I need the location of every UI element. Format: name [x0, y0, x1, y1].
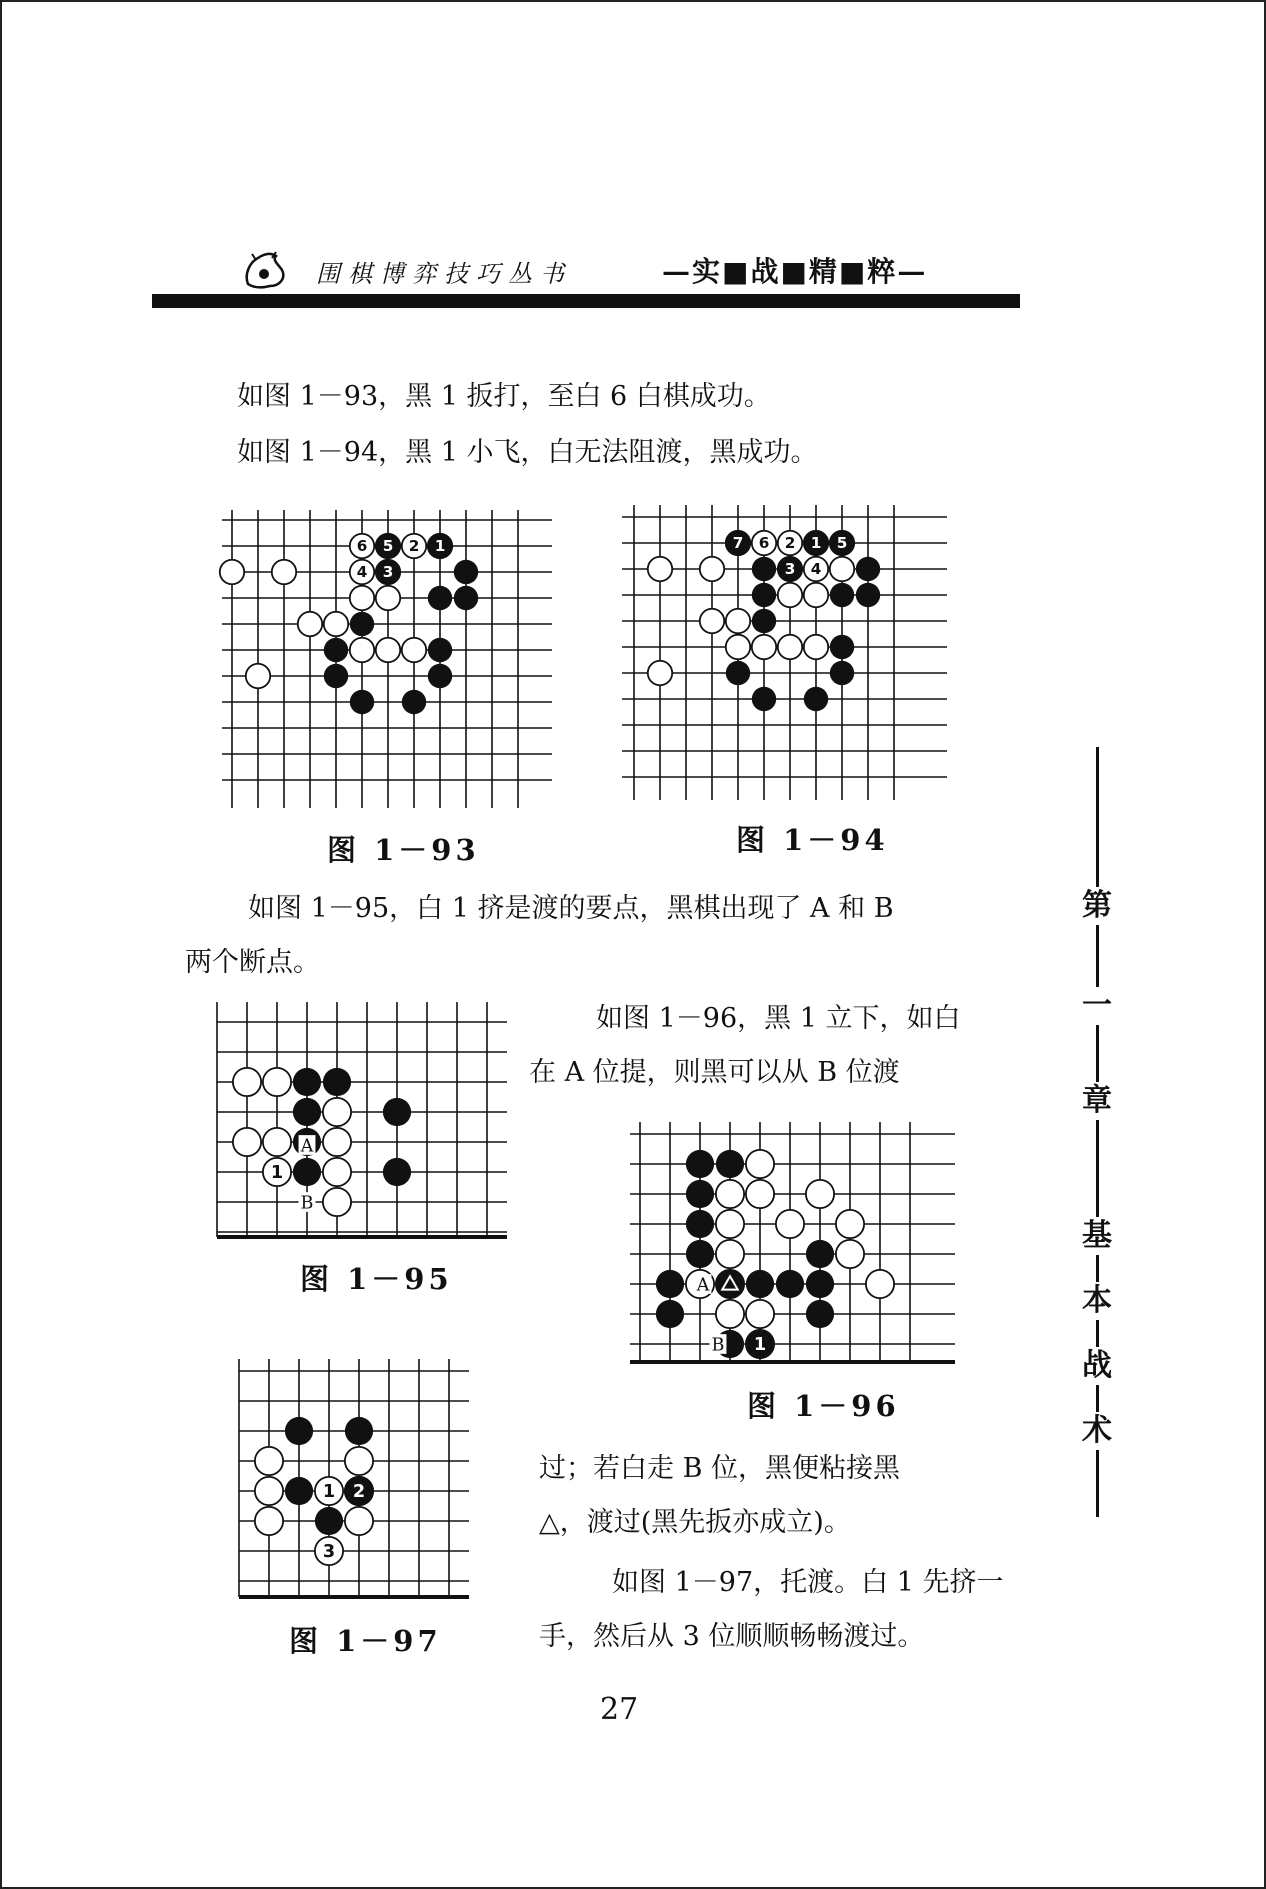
black-stone — [383, 1158, 411, 1186]
black-stone — [315, 1507, 343, 1535]
white-stone — [323, 1188, 351, 1216]
go-stone-logo-icon — [242, 250, 288, 290]
move-number-3: 3 — [784, 560, 796, 579]
move-number-6: 6 — [758, 534, 770, 553]
black-stone — [830, 635, 854, 659]
white-stone — [376, 586, 400, 610]
black-stone — [686, 1180, 714, 1208]
caption-fig95: 图 1－95 — [300, 1262, 453, 1296]
white-stone — [255, 1477, 283, 1505]
series-title: 围棋博弈技巧丛书 — [316, 260, 572, 288]
white-stone — [263, 1068, 291, 1096]
go-board-fig97 — [239, 1359, 469, 1597]
paragraph-4d: △，渡过(黑先扳亦成立)。 — [539, 1507, 851, 1538]
move-number-1: 1 — [810, 534, 822, 553]
black-stone — [776, 1270, 804, 1298]
white-stone — [804, 635, 828, 659]
go-board-fig93 — [222, 510, 552, 808]
black-stone — [806, 1240, 834, 1268]
black-stone — [293, 1098, 321, 1126]
move-number-6: 6 — [356, 537, 368, 556]
black-stone — [686, 1150, 714, 1178]
move-number-7: 7 — [732, 534, 744, 553]
black-stone — [856, 583, 880, 607]
black-stone-triangle-marked — [716, 1270, 744, 1298]
white-stone — [323, 1128, 351, 1156]
white-stone — [700, 557, 724, 581]
white-stone — [746, 1300, 774, 1328]
black-stone — [746, 1270, 774, 1298]
white-stone — [220, 560, 244, 584]
white-stone — [716, 1210, 744, 1238]
point-mark-B: B — [711, 1335, 725, 1356]
white-stone — [323, 1098, 351, 1126]
black-stone — [454, 586, 478, 610]
black-stone — [752, 583, 776, 607]
white-stone — [746, 1150, 774, 1178]
side-char-5: 本 — [1077, 1282, 1117, 1320]
move-number-2: 2 — [352, 1481, 366, 1502]
paragraph-3a: 如图 1－95，白 1 挤是渡的要点，黑棋出现了 A 和 B — [248, 893, 894, 924]
black-stone — [454, 560, 478, 584]
move-number-1: 1 — [322, 1481, 336, 1502]
chapter-side-tab — [1077, 747, 1117, 1517]
black-stone — [428, 586, 452, 610]
white-stone — [350, 638, 374, 662]
caption-fig93: 图 1－93 — [327, 833, 480, 867]
caption-fig97: 图 1－97 — [289, 1624, 442, 1658]
move-number-1: 1 — [434, 537, 446, 556]
paragraph-4c: 过；若白走 B 位，黑便粘接黑 — [539, 1453, 901, 1484]
white-stone — [648, 557, 672, 581]
black-stone — [323, 1068, 351, 1096]
move-number-5: 5 — [382, 537, 394, 556]
white-stone — [836, 1240, 864, 1268]
white-stone — [323, 1158, 351, 1186]
move-number-3: 3 — [322, 1541, 336, 1562]
move-number-1: 1 — [753, 1334, 767, 1355]
paragraph-5a: 如图 1－97，托渡。白 1 先挤一 — [612, 1567, 1004, 1598]
move-number-5: 5 — [836, 534, 848, 553]
black-stone — [686, 1210, 714, 1238]
white-stone — [255, 1447, 283, 1475]
white-stone — [746, 1180, 774, 1208]
black-stone — [428, 664, 452, 688]
running-header — [242, 250, 1042, 290]
go-board-fig95 — [217, 1002, 507, 1237]
black-stone — [656, 1300, 684, 1328]
black-stone — [752, 609, 776, 633]
black-stone — [726, 661, 750, 685]
white-stone — [345, 1447, 373, 1475]
black-stone — [856, 557, 880, 581]
paragraph-4a: 如图 1－96，黑 1 立下，如白 — [596, 1003, 961, 1034]
white-stone — [402, 638, 426, 662]
paragraph-3b: 两个断点。 — [185, 947, 320, 978]
page-number: 27 — [600, 1692, 639, 1727]
white-stone — [255, 1507, 283, 1535]
black-stone — [293, 1068, 321, 1096]
white-stone — [778, 635, 802, 659]
side-char-4: 基 — [1077, 1217, 1117, 1255]
black-stone — [752, 557, 776, 581]
black-stone — [806, 1270, 834, 1298]
white-stone — [716, 1300, 744, 1328]
point-mark-A: A — [300, 1136, 314, 1157]
black-stone — [402, 690, 426, 714]
side-char-3: 章 — [1077, 1082, 1117, 1120]
black-stone — [293, 1158, 321, 1186]
white-stone — [700, 609, 724, 633]
white-stone — [752, 635, 776, 659]
move-number-4: 4 — [356, 563, 368, 582]
point-mark-A: A — [696, 1275, 710, 1296]
white-stone — [263, 1128, 291, 1156]
white-stone — [716, 1180, 744, 1208]
side-char-6: 战 — [1077, 1347, 1117, 1385]
white-stone — [726, 609, 750, 633]
black-stone — [716, 1150, 744, 1178]
black-stone — [345, 1417, 373, 1445]
black-stone — [383, 1098, 411, 1126]
side-tab-line — [1096, 747, 1099, 1517]
move-number-2: 2 — [784, 534, 796, 553]
black-stone — [324, 664, 348, 688]
black-stone — [830, 661, 854, 685]
white-stone — [866, 1270, 894, 1298]
black-stone — [806, 1300, 834, 1328]
black-stone — [830, 583, 854, 607]
caption-fig96: 图 1－96 — [747, 1389, 900, 1423]
white-stone — [726, 635, 750, 659]
move-number-2: 2 — [408, 537, 420, 556]
board-grid — [630, 1122, 955, 1362]
white-stone — [233, 1128, 261, 1156]
book-title: —实■战■精■粹— — [662, 255, 928, 288]
black-stone — [285, 1477, 313, 1505]
point-mark-B: B — [300, 1193, 314, 1214]
white-stone — [233, 1068, 261, 1096]
black-stone — [350, 690, 374, 714]
white-stone — [272, 560, 296, 584]
white-stone — [836, 1210, 864, 1238]
white-stone — [298, 612, 322, 636]
white-stone — [246, 664, 270, 688]
white-stone — [830, 557, 854, 581]
white-stone — [778, 583, 802, 607]
caption-fig94: 图 1－94 — [736, 823, 889, 857]
move-number-1: 1 — [270, 1162, 284, 1183]
white-stone — [648, 661, 672, 685]
white-stone — [376, 638, 400, 662]
white-stone — [350, 586, 374, 610]
black-stone — [324, 638, 348, 662]
side-char-2: 一 — [1077, 987, 1117, 1025]
black-stone — [804, 687, 828, 711]
move-number-3: 3 — [382, 563, 394, 582]
black-stone — [656, 1270, 684, 1298]
board-grid — [217, 1002, 507, 1237]
header-rule — [152, 294, 1020, 308]
side-char-1: 第 — [1077, 887, 1117, 925]
side-char-7: 术 — [1077, 1412, 1117, 1450]
black-stone — [285, 1417, 313, 1445]
paragraph-5b: 手，然后从 3 位顺顺畅畅渡过。 — [539, 1621, 925, 1652]
black-stone — [686, 1240, 714, 1268]
black-stone — [350, 612, 374, 636]
paragraph-1: 如图 1－93，黑 1 扳打，至白 6 白棋成功。 — [237, 381, 771, 412]
go-board-fig96 — [630, 1122, 955, 1362]
white-stone — [716, 1240, 744, 1268]
white-stone — [804, 583, 828, 607]
white-stone — [345, 1507, 373, 1535]
white-stone — [324, 612, 348, 636]
white-stone — [776, 1210, 804, 1238]
black-stone — [752, 687, 776, 711]
move-number-4: 4 — [810, 560, 822, 579]
black-stone — [428, 638, 452, 662]
white-stone — [806, 1180, 834, 1208]
paragraph-2: 如图 1－94，黑 1 小飞，白无法阻渡，黑成功。 — [237, 437, 818, 468]
go-board-fig94 — [622, 505, 947, 800]
paragraph-4b: 在 A 位提，则黑可以从 B 位渡 — [529, 1057, 900, 1088]
